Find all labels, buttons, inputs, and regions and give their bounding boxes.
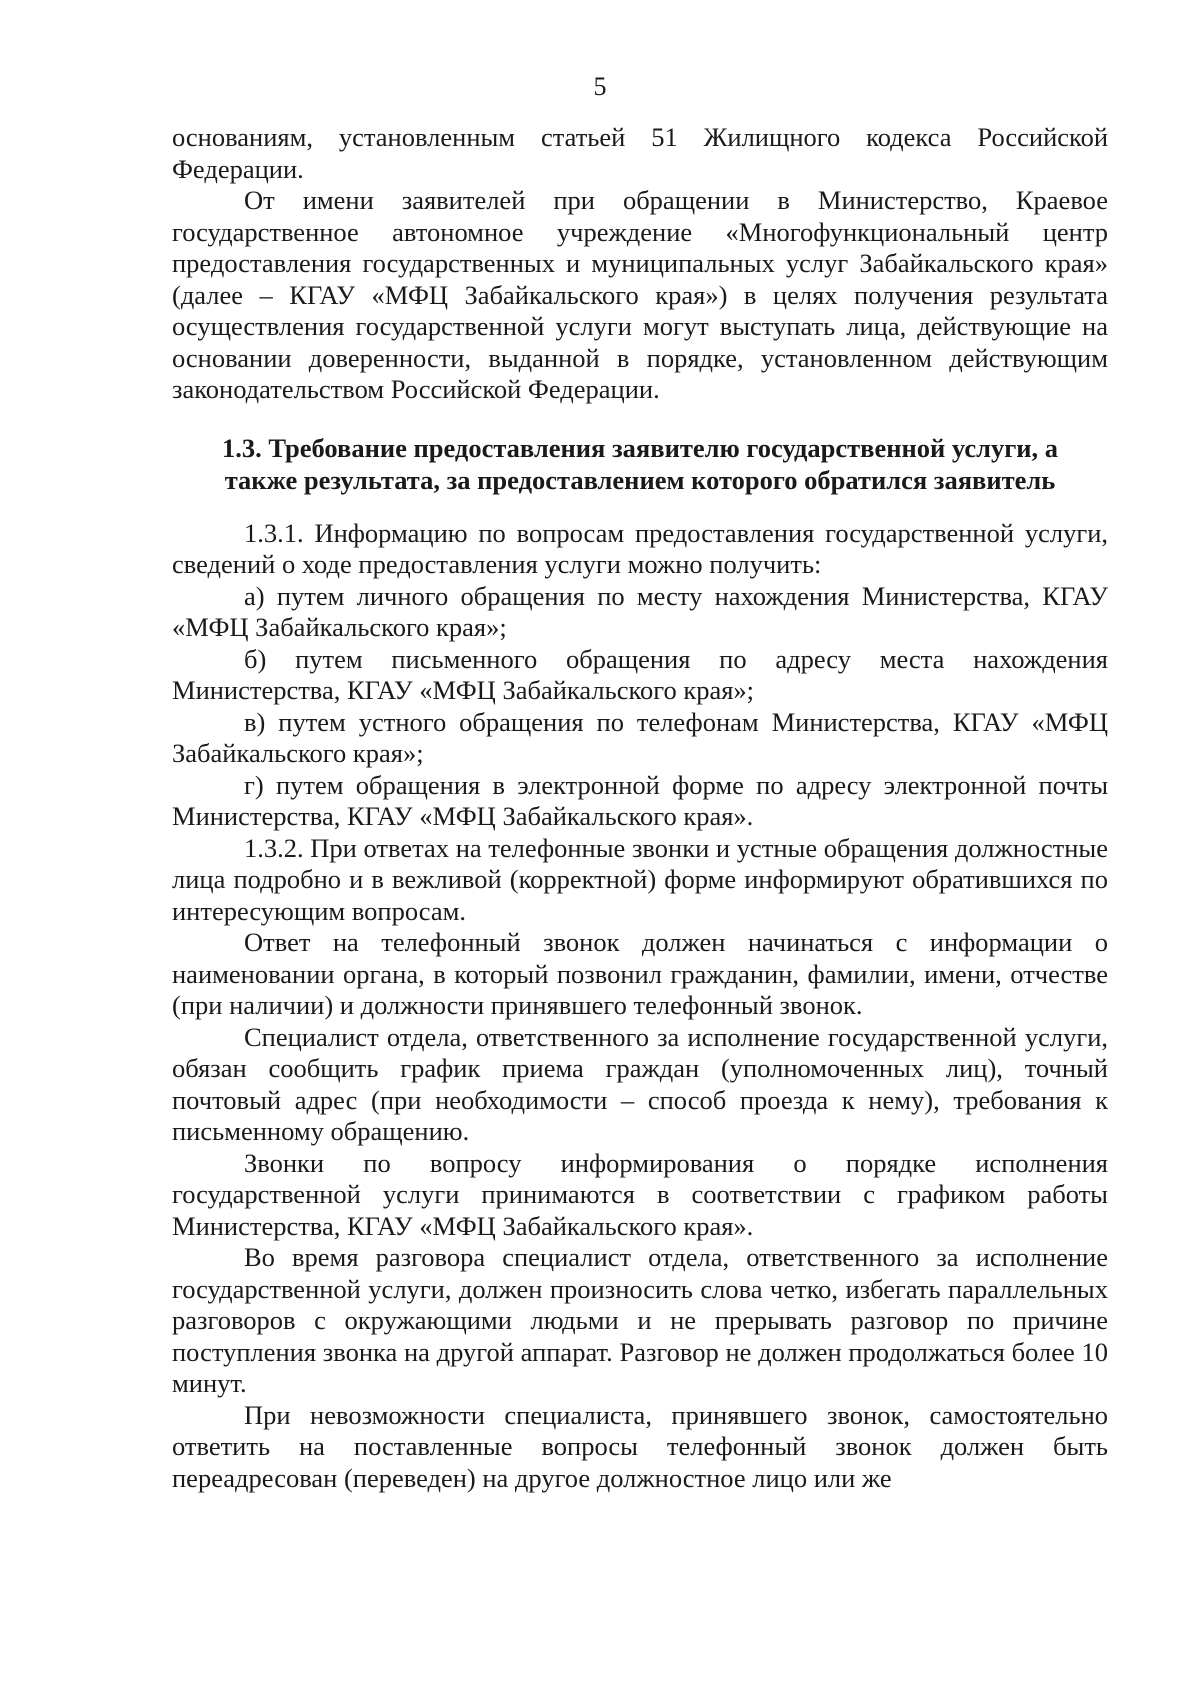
paragraph-1-3-1: 1.3.1. Информацию по вопросам предоставления государственной услуги, сведений о ходе предоставления услуги можно получить: [172, 517, 1108, 579]
section-heading-1-3: 1.3. Требование предоставления заявителю государственной услуги, а также результата, за предоставлением которого обратился заявитель [221, 432, 1059, 495]
list-item-b: б) путем письменного обращения по адресу места нахождения Министерства, КГАУ «МФЦ Забайкальского края»; [172, 643, 1108, 705]
list-item-a: а) путем личного обращения по месту нахождения Министерства, КГАУ «МФЦ Забайкальского края»; [172, 580, 1108, 642]
paragraph-applicants-representation: От имени заявителей при обращении в Министерство, Краевое государственное автономное учреждение «Многофункциональный центр предоставления государственных и муниципальных услуг Забайкальского края» (далее – КГАУ «МФЦ Забайкальского края») в целях получения результата осуществления государственной услуги могут выступать лица, действующие на основании доверенности, выданной в порядке, установленном действующим законодательством Российской Федерации. [172, 185, 1108, 404]
page-number: 5 [593, 72, 607, 101]
paragraph-conversation-rules: Во время разговора специалист отдела, ответственного за исполнение государственной услуги, должен произносить слова четко, избегать параллельных разговоров с окружающими людьми и не прерывать разговор по причине поступления звонка на другой аппарат. Разговор не должен продолжаться более 10 минут. [172, 1242, 1108, 1398]
list-item-g: г) путем обращения в электронной форме по адресу электронной почты Министерства, КГАУ «МФЦ Забайкальского края». [172, 769, 1108, 831]
paragraph-call-redirect: При невозможности специалиста, принявшего звонок, самостоятельно ответить на поставленные вопросы телефонный звонок должен быть переадресован (переведен) на другое должностное лицо или же [172, 1399, 1108, 1493]
paragraph-1-3-2: 1.3.2. При ответах на телефонные звонки и устные обращения должностные лица подробно и в вежливой (корректной) форме информируют обратившихся по интересующим вопросам. [172, 832, 1108, 926]
paragraph-phone-answer: Ответ на телефонный звонок должен начинаться с информации о наименовании органа, в который позвонил гражданин, фамилии, имени, отчестве (при наличии) и должности принявшего телефонный звонок. [172, 927, 1108, 1020]
paragraph-continuation: основаниям, установленным статьей 51 Жилищного кодекса Российской Федерации. [172, 122, 1108, 184]
list-item-v: в) путем устного обращения по телефонам Министерства, КГАУ «МФЦ Забайкальского края»; [172, 706, 1108, 768]
paragraph-calls-schedule: Звонки по вопросу информирования о порядке исполнения государственной услуги принимаются в соответствии с графиком работы Министерства, КГАУ «МФЦ Забайкальского края». [172, 1147, 1108, 1241]
document-body [172, 122, 1108, 1494]
paragraph-specialist-duties: Специалист отдела, ответственного за исполнение государственной услуги, обязан сообщить график приема граждан (уполномоченных лиц), точный почтовый адрес (при необходимости – способ проезда к нему), требования к письменному обращению. [172, 1021, 1108, 1146]
